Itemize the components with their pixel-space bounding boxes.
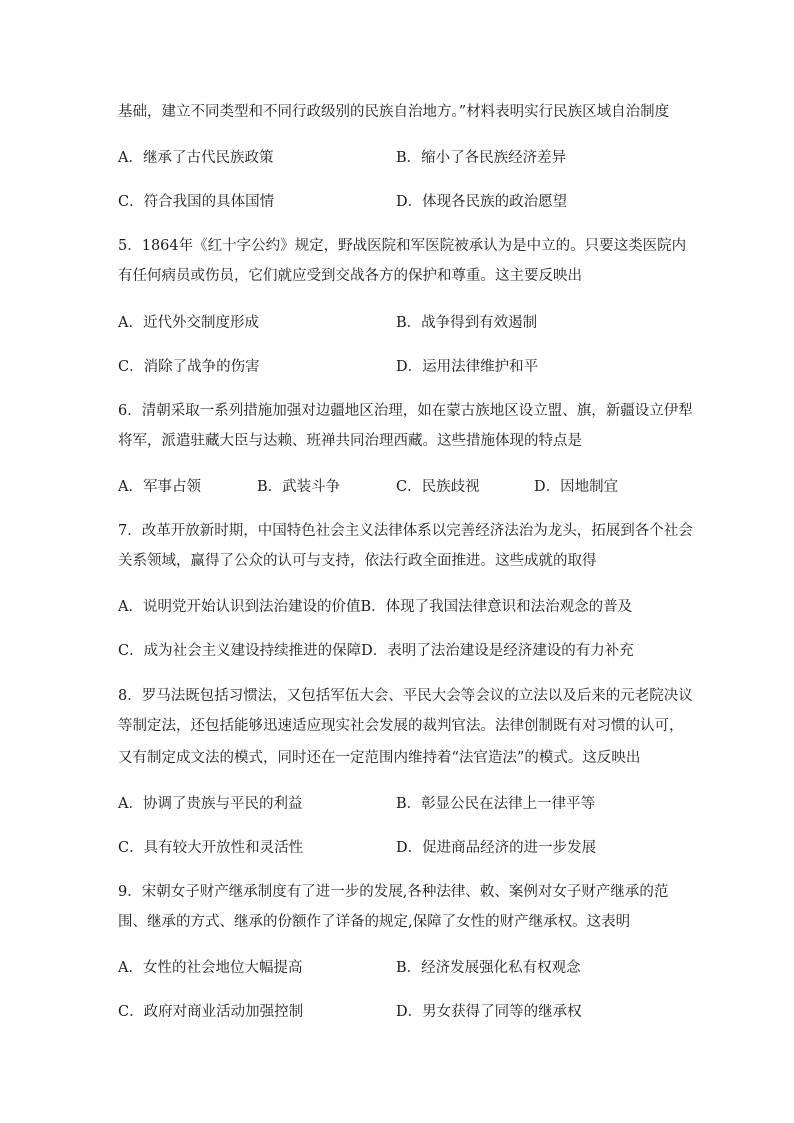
question-stem-line: 9．宋朝女子财产继承制度有了进一步的发展,各种法律、敕、案例对女子财产继承的范 bbox=[118, 884, 669, 900]
option-c: C．民族歧视 bbox=[396, 479, 480, 495]
option-cd: C．成为社会主义建设持续推进的保障D．表明了法治建设是经济建设的有力补充 bbox=[118, 643, 634, 659]
question-stem-line: 将军，派遣驻藏大臣与达赖、班禅共同治理西藏。这些措施体现的特点是 bbox=[118, 433, 582, 449]
option-c: C．政府对商业活动加强控制 bbox=[118, 1004, 304, 1020]
option-b: B．彰显公民在法律上一律平等 bbox=[396, 796, 596, 812]
option-b: B．战争得到有效遏制 bbox=[396, 315, 538, 331]
option-d: D．促进商品经济的进一步发展 bbox=[396, 840, 597, 856]
option-a: A．军事占领 bbox=[118, 479, 201, 495]
intro-line: 基础，建立不同类型和不同行政级别的民族自治地方。”材料表明实行民族区域自治制度 bbox=[118, 104, 670, 120]
question-stem-line: 围、继承的方式、继承的份额作了详备的规定,保障了女性的财产继承权。这表明 bbox=[118, 914, 631, 930]
option-d: D．因地制宜 bbox=[534, 479, 619, 495]
question-stem-line: 5．1864年《红十字公约》规定，野战医院和军医院被承认为是中立的。只要这类医院内 bbox=[118, 238, 687, 254]
question-stem-line: 7．改革开放新时期，中国特色社会主义法律体系以完善经济法治为龙头，拓展到各个社会 bbox=[118, 523, 693, 539]
option-a: A．女性的社会地位大幅提高 bbox=[118, 960, 303, 976]
option-a: A．继承了古代民族政策 bbox=[118, 150, 274, 166]
option-ab: A．说明党开始认识到法治建设的价值B．体现了我国法律意识和法治观念的普及 bbox=[118, 599, 633, 615]
option-c: C．符合我国的具体国情 bbox=[118, 194, 275, 210]
question-stem-line: 又有制定成文法的模式，同时还在一定范围内维持着“法官造法”的模式。这反映出 bbox=[118, 750, 641, 766]
question-stem-line: 关系领域，赢得了公众的认可与支持，依法行政全面推进。这些成就的取得 bbox=[118, 553, 597, 569]
option-d: D．运用法律维护和平 bbox=[396, 359, 539, 375]
question-stem-line: 等制定法，还包括能够迅速适应现实社会发展的裁判官法。法律创制既有对习惯的认可， bbox=[118, 718, 684, 734]
question-stem-line: 有任何病员或伤员，它们就应受到交战各方的保护和尊重。这主要反映出 bbox=[118, 268, 582, 284]
question-stem-line: 6．清朝采取一系列措施加强对边疆地区治理，如在蒙古族地区设立盟、旗，新疆设立伊犁 bbox=[118, 403, 693, 419]
option-c: C．消除了战争的伤害 bbox=[118, 359, 260, 375]
option-d: D．男女获得了同等的继承权 bbox=[396, 1004, 582, 1020]
option-c: C．具有较大开放性和灵活性 bbox=[118, 840, 304, 856]
option-b: B．缩小了各民族经济差异 bbox=[396, 150, 567, 166]
question-stem-line: 8．罗马法既包括习惯法，又包括军伍大会、平民大会等会议的立法以及后来的元老院决议 bbox=[118, 688, 693, 704]
option-b: B．武装斗争 bbox=[257, 479, 341, 495]
option-d: D．体现各民族的政治愿望 bbox=[396, 194, 568, 210]
option-a: A．近代外交制度形成 bbox=[118, 315, 259, 331]
option-a: A．协调了贵族与平民的利益 bbox=[118, 796, 303, 812]
option-b: B．经济发展强化私有权观念 bbox=[396, 960, 581, 976]
